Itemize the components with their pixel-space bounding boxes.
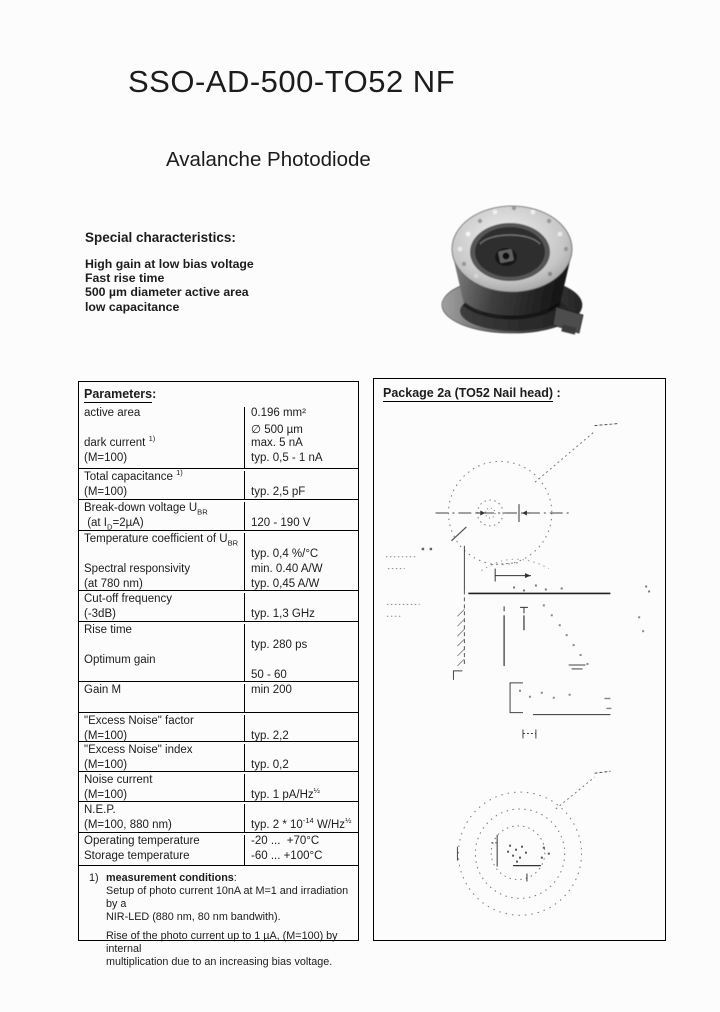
param-value-cell <box>245 684 358 712</box>
param-value-cell <box>245 774 358 801</box>
param-line: ∅ 500 µm <box>251 424 303 436</box>
param-line: -20 ... +70°C <box>251 835 320 847</box>
param-line: active area <box>84 407 141 419</box>
param-line: (M=100, 880 nm) <box>84 819 172 831</box>
param-line <box>84 669 244 684</box>
param-value-cell <box>245 624 358 681</box>
param-label-cell <box>79 593 245 621</box>
special-items-list <box>85 257 385 314</box>
param-value-cell <box>245 593 358 621</box>
special-item: Fast rise time <box>85 271 165 286</box>
package-heading-colon: : <box>553 386 561 400</box>
table-row <box>79 802 358 833</box>
parameters-heading-colon: : <box>152 387 157 401</box>
package-heading-text: Package 2a (TO52 Nail head) <box>383 386 553 400</box>
param-line <box>84 422 244 437</box>
param-value-cell <box>245 533 358 590</box>
param-line: (M=100) <box>84 730 128 742</box>
param-label-cell <box>79 407 245 468</box>
page-title: SSO-AD-500-TO52 NF <box>128 64 456 99</box>
param-label-cell <box>79 744 245 771</box>
param-line: Spectral responsivity <box>84 563 191 575</box>
param-line: Cut-off frequency <box>84 593 173 605</box>
param-line <box>251 774 358 789</box>
table-row <box>79 405 358 469</box>
param-line: typ. 0,45 A/W <box>251 578 320 590</box>
package-panel <box>373 378 666 941</box>
param-line <box>251 744 358 759</box>
param-value-cell <box>245 744 358 771</box>
param-line: typ. 1 $pA/Hz^{\frac{1}{2}}$ <box>251 786 320 801</box>
param-line: typ. $2 * 10^{-14}$ $W/Hz^{\frac{1}{2}}$ <box>251 816 352 831</box>
param-value-cell <box>245 715 358 741</box>
param-label-cell <box>79 502 245 530</box>
page-subtitle: Avalanche Photodiode <box>166 148 371 171</box>
param-label-cell <box>79 624 245 681</box>
param-line: min 200 <box>251 684 292 696</box>
param-line <box>251 624 358 639</box>
param-label-cell <box>79 715 245 741</box>
table-row <box>79 591 358 622</box>
table-row <box>79 742 358 772</box>
param-line: 50 - 60 <box>251 669 287 681</box>
param-line <box>251 654 358 669</box>
param-line: typ. 0,5 - 1 nA <box>251 452 323 464</box>
param-line: typ. 0,4 %/°C <box>251 548 319 560</box>
param-value-cell <box>245 835 358 865</box>
param-line: N.E.P. <box>84 804 116 816</box>
special-item: High gain at low bias voltage <box>85 257 254 271</box>
table-row <box>79 500 358 531</box>
param-value-cell <box>245 502 358 530</box>
table-row <box>79 713 358 742</box>
footnote-line: multiplication due to an increasing bias voltage. <box>106 956 333 968</box>
param-line: Operating temperature <box>84 835 200 847</box>
table-row <box>79 531 358 591</box>
param-line: Total capacitance $^{1)}$ <box>84 468 183 483</box>
param-line: Gain M <box>84 684 122 696</box>
param-line: Rise time <box>84 624 132 636</box>
package-drawing <box>374 379 665 940</box>
param-label-cell <box>79 684 245 712</box>
special-characteristics <box>85 230 385 314</box>
parameters-heading <box>79 382 358 405</box>
param-line <box>251 533 358 548</box>
param-line <box>84 639 244 654</box>
footnote-line: 1) measurement conditions: <box>89 872 237 884</box>
param-line: (M=100) <box>84 789 128 801</box>
param-line: typ. 1,3 GHz <box>251 608 315 620</box>
param-line <box>251 715 358 730</box>
param-label-cell <box>79 804 245 832</box>
param-line: (M=100) <box>84 486 128 498</box>
param-value-cell <box>245 407 358 468</box>
special-heading: Special characteristics: <box>85 230 236 245</box>
param-line: Noise current <box>84 774 153 786</box>
special-item: 500 µm diameter active area <box>85 285 249 300</box>
parameters-table <box>78 381 359 968</box>
table-row <box>79 772 358 802</box>
param-line: -60 ... +100°C <box>251 850 323 862</box>
special-item: low capacitance <box>85 299 180 314</box>
param-value-cell <box>245 471 358 499</box>
table-row <box>79 469 358 500</box>
param-label-cell <box>79 533 245 590</box>
param-line: typ. 2,5 pF <box>251 486 306 498</box>
param-line: (at 780 nm) <box>84 578 143 590</box>
parameters-rows <box>79 405 358 866</box>
footnote-line: Rise of the photo current up to 1 µA, (M=100) by internal <box>106 930 341 955</box>
footnote-line: Setup of photo current 10nA at M=1 and irradiation by a <box>106 885 352 910</box>
table-row <box>79 833 358 866</box>
param-label-cell <box>79 835 245 865</box>
param-line: 0.196 mm² <box>251 407 306 419</box>
param-line: typ. 280 ps <box>251 639 308 651</box>
param-line: Optimum gain <box>84 654 156 666</box>
param-label-cell <box>79 468 245 499</box>
param-line: Temperature coefficient of $U_{BR}$ <box>84 533 239 548</box>
param-line: Storage temperature <box>84 850 190 862</box>
param-line <box>84 548 244 563</box>
param-line: min. 0.40 A/W <box>251 563 323 575</box>
param-line: (M=100) <box>84 452 128 464</box>
param-line: typ. 2,2 <box>251 730 289 742</box>
param-line <box>251 502 358 517</box>
param-line: (-3dB) <box>84 608 116 620</box>
param-line: typ. 0,2 <box>251 759 289 771</box>
param-value-cell <box>245 804 358 832</box>
param-line: dark current $^{1)}$ <box>84 434 156 449</box>
component-photo <box>438 192 590 352</box>
photodiode-can-image <box>438 192 590 352</box>
param-line: Break-down voltage $U_{BR}$ <box>84 502 208 517</box>
footnote <box>79 866 358 969</box>
param-line: "Excess Noise" index <box>84 744 193 756</box>
param-line: "Excess Noise" factor <box>84 715 194 727</box>
table-row <box>79 682 358 713</box>
parameters-heading-text: Parameters <box>84 387 153 401</box>
param-line: (at $I_D=2\mu A$) <box>84 517 144 532</box>
param-line: 120 - 190 V <box>251 517 311 529</box>
param-line: max. 5 nA <box>251 437 303 449</box>
param-label-cell <box>79 774 245 801</box>
param-line <box>251 471 358 486</box>
param-line <box>251 593 358 608</box>
footnote-line: NIR-LED (880 nm, 80 nm bandwith). <box>106 911 281 923</box>
param-line: (M=100) <box>84 759 128 771</box>
table-row <box>79 622 358 682</box>
